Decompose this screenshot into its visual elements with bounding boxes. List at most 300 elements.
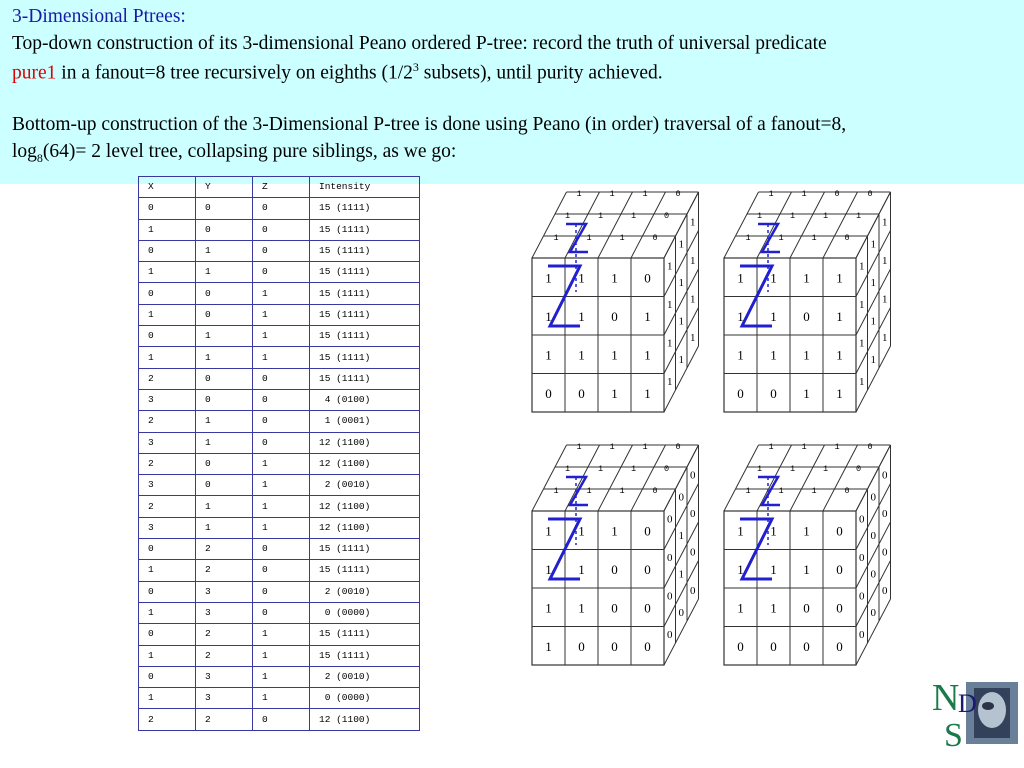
table-row: [139, 624, 420, 645]
cube-top-value: 1: [756, 211, 763, 221]
cube-side-value: 1: [690, 293, 696, 306]
table-row: [139, 539, 420, 560]
cube-side-value: 0: [667, 551, 673, 564]
table-row-cell: 0: [139, 666, 196, 687]
cube-top-value: 0: [675, 442, 681, 452]
table-row-cell: 0: [196, 283, 253, 304]
table-row-cell: 1: [196, 262, 253, 283]
table-row-cell: 1: [196, 517, 253, 538]
table-row: [139, 432, 420, 453]
cube-side-value: 1: [859, 298, 865, 311]
cube-front-value: 1: [803, 270, 810, 286]
table-header-row-cell: Y: [196, 177, 253, 198]
table-row-cell: 2: [196, 560, 253, 581]
pure1-term: pure1: [12, 62, 57, 84]
table-row-cell: 12 (1100): [310, 432, 420, 453]
cube-side-value: 1: [667, 337, 673, 350]
table-row-cell: 1: [139, 347, 196, 368]
cube-front-value: 0: [545, 385, 552, 401]
cube-side-value: 1: [882, 293, 888, 306]
cube-front-value: 1: [545, 270, 552, 286]
peano-cube-3: [532, 443, 722, 673]
cube-front-value: 1: [836, 385, 843, 401]
cube-side-value: 1: [870, 238, 876, 251]
table-row-cell: 1: [139, 560, 196, 581]
cube-front-value: 1: [611, 523, 618, 539]
table-row-cell: 0 (0000): [310, 602, 420, 623]
table-row-cell: 1: [253, 666, 310, 687]
cube-front-value: 1: [770, 600, 777, 616]
cube-side-value: 0: [859, 628, 865, 641]
table-row-cell: 1: [253, 475, 310, 496]
cube-front-value: 1: [644, 347, 651, 363]
cube-top-value: 1: [789, 211, 796, 221]
cube-top-value: 1: [768, 189, 774, 199]
cube-front-value: 1: [770, 270, 777, 286]
cube-front-value: 0: [737, 385, 744, 401]
cube-front-value: 1: [545, 600, 552, 616]
peano-cube-4: [724, 443, 914, 673]
cube-top-value: 1: [778, 233, 784, 243]
table-row-cell: 3: [139, 389, 196, 410]
cube-front-value: 1: [578, 270, 585, 286]
table-row: [139, 517, 420, 538]
cube-top-value: 0: [844, 233, 850, 243]
cube-side-value: 1: [870, 276, 876, 289]
peano-z-path-back: [566, 477, 588, 505]
cube-front-value: 1: [644, 385, 651, 401]
cube-front-value: 1: [545, 347, 552, 363]
cube-front-value: 1: [545, 561, 552, 577]
table-row-cell: 0: [253, 709, 310, 730]
table-row-cell: 0: [139, 283, 196, 304]
cube-top-value: 1: [564, 211, 571, 221]
cube-front-value: 0: [770, 385, 777, 401]
table-row-cell: 0: [196, 389, 253, 410]
table-row: [139, 389, 420, 410]
cube-front-value: 0: [803, 600, 810, 616]
table-row-cell: 0: [253, 581, 310, 602]
cube-top-value: 1: [576, 442, 582, 452]
table-row-cell: 1: [139, 219, 196, 240]
svg-text:N: N: [932, 677, 960, 719]
table-row: [139, 709, 420, 730]
cube-front-value: 0: [644, 270, 651, 286]
table-row-cell: 0: [253, 198, 310, 219]
cube-front-value: 1: [737, 308, 744, 324]
cube-front-value: 0: [803, 308, 810, 324]
cube-side-value: 1: [870, 315, 876, 328]
table-row: [139, 666, 420, 687]
table-row: [139, 581, 420, 602]
peano-cube-1: [532, 190, 722, 420]
cube-front-value: 1: [803, 385, 810, 401]
cube-side-value: 1: [667, 375, 673, 388]
cube-side-value: 0: [690, 469, 696, 482]
table-row-cell: 1: [196, 240, 253, 261]
table-row-cell: 2: [139, 709, 196, 730]
table-row-cell: 0: [253, 432, 310, 453]
table-row-cell: 15 (1111): [310, 539, 420, 560]
table-row-cell: 3: [196, 581, 253, 602]
table-row-cell: 0: [253, 602, 310, 623]
table-row-cell: 1: [139, 688, 196, 709]
cube-front-value: 1: [737, 270, 744, 286]
cube-top-value: 1: [745, 486, 751, 496]
cube-front-value: 0: [836, 638, 843, 654]
cube-side-value: 1: [690, 331, 696, 344]
header-line-4: $\log_8(64)= 2$ level tree, collapsing pure siblings, as we go:: [12, 141, 457, 165]
table-row: [139, 475, 420, 496]
table-row-cell: 2: [139, 453, 196, 474]
table-row-cell: 15 (1111): [310, 347, 420, 368]
cube-top-value: 1: [768, 442, 774, 452]
table-row-cell: 2: [139, 368, 196, 389]
table-row: [139, 219, 420, 240]
cube-top-value: 0: [663, 211, 670, 221]
cube-front-value: 1: [545, 638, 552, 654]
table-row-cell: 0: [196, 368, 253, 389]
cube-side-value: 0: [678, 491, 684, 504]
table-row-cell: 1: [253, 517, 310, 538]
cube-front-value: 0: [803, 638, 810, 654]
table-row-cell: 0: [196, 453, 253, 474]
cube-side-value: 1: [678, 529, 684, 542]
cube-front-value: 1: [578, 561, 585, 577]
peano-z-path-back: [758, 224, 780, 252]
cube-front-value: 1: [578, 347, 585, 363]
cube-side-value: 1: [678, 276, 684, 289]
cube-side-value: 1: [859, 260, 865, 273]
peano-cube-2: [724, 190, 914, 420]
table-row: [139, 240, 420, 261]
table-row-cell: 1: [253, 326, 310, 347]
cube-side-value: 1: [882, 331, 888, 344]
table-row-cell: 1 (0001): [310, 411, 420, 432]
cube-front-value: 1: [545, 308, 552, 324]
table-row-cell: 15 (1111): [310, 283, 420, 304]
table-row-cell: 15 (1111): [310, 368, 420, 389]
cube-top-value: 1: [811, 486, 817, 496]
table-header-row-cell: Intensity: [310, 177, 420, 198]
table-header-row: [139, 177, 420, 198]
table-row: [139, 688, 420, 709]
cube-side-value: 0: [882, 507, 888, 520]
cube-front-value: 0: [578, 385, 585, 401]
cube-top-value: 1: [553, 486, 559, 496]
cube-top-value: 0: [675, 189, 681, 199]
cube-top-value: 1: [822, 464, 829, 474]
cube-front-value: 1: [578, 600, 585, 616]
cube-front-value: 1: [578, 523, 585, 539]
cube-front-value: 1: [770, 308, 777, 324]
cube-top-value: 1: [619, 486, 625, 496]
cube-front-value: 1: [611, 270, 618, 286]
table-row-cell: 1: [253, 496, 310, 517]
table-row-cell: 3: [196, 602, 253, 623]
cube-front-value: 0: [644, 561, 651, 577]
table-row-cell: 0: [253, 560, 310, 581]
cube-side-value: 1: [859, 375, 865, 388]
table-row-cell: 1: [139, 262, 196, 283]
table-row-cell: 1: [253, 688, 310, 709]
cube-side-value: 1: [882, 216, 888, 229]
cube-top-value: 0: [844, 486, 850, 496]
cube-side-value: 0: [859, 551, 865, 564]
table-row: [139, 283, 420, 304]
cube-front-value: 0: [770, 638, 777, 654]
table-row-cell: 1: [253, 624, 310, 645]
cube-side-value: 0: [859, 590, 865, 603]
table-row: [139, 368, 420, 389]
peano-z-path-back: [566, 224, 588, 252]
table-row-cell: 0: [253, 368, 310, 389]
cube-front-value: 1: [737, 561, 744, 577]
table-row-cell: 0: [253, 240, 310, 261]
cube-front-value: 0: [836, 523, 843, 539]
intensity-table: [138, 176, 420, 731]
cube-front-value: 0: [644, 600, 651, 616]
table-row-cell: 2: [196, 539, 253, 560]
cube-front-value: 1: [770, 347, 777, 363]
cube-top-value: 1: [564, 464, 571, 474]
table-row-cell: 0: [139, 539, 196, 560]
cube-front-value: 1: [611, 385, 618, 401]
table-row: [139, 560, 420, 581]
cube-front-value: 0: [611, 561, 618, 577]
table-row: [139, 262, 420, 283]
table-row-cell: 2: [196, 645, 253, 666]
table-row-cell: 0: [196, 219, 253, 240]
cube-front-value: 0: [836, 600, 843, 616]
cube-side-value: 1: [678, 353, 684, 366]
cube-top-value: 1: [789, 464, 796, 474]
table-row-cell: 1: [139, 645, 196, 666]
cube-top-value: 1: [609, 442, 615, 452]
table-row-cell: 1: [253, 283, 310, 304]
cube-top-value: 1: [597, 211, 604, 221]
table-row-cell: 0: [139, 326, 196, 347]
cube-top-value: 1: [801, 442, 807, 452]
table-row: [139, 411, 420, 432]
cube-top-value: 1: [553, 233, 559, 243]
cube-top-value: 1: [586, 233, 592, 243]
table-row-cell: 0: [253, 411, 310, 432]
table-row-cell: 0: [196, 198, 253, 219]
cube-front-value: 1: [770, 523, 777, 539]
cube-top-value: 1: [811, 233, 817, 243]
table-row-cell: 15 (1111): [310, 219, 420, 240]
header-line-2: pure1 in a fanout=8 tree recursively on eighths ($1/2^3$ subsets), until purity achieved.: [12, 60, 663, 84]
table-row-cell: 12 (1100): [310, 517, 420, 538]
table-row-cell: 3: [196, 666, 253, 687]
cube-side-value: 1: [667, 298, 673, 311]
table-row-cell: 15 (1111): [310, 304, 420, 325]
cube-side-value: 1: [870, 353, 876, 366]
cube-front-value: 0: [611, 638, 618, 654]
cube-front-value: 1: [611, 347, 618, 363]
table-row-cell: 2 (0010): [310, 475, 420, 496]
cube-top-value: 1: [576, 189, 582, 199]
cube-top-value: 0: [855, 464, 862, 474]
cube-front-value: 0: [644, 523, 651, 539]
table-row-cell: 0: [253, 262, 310, 283]
table-row-cell: 12 (1100): [310, 496, 420, 517]
table-row-cell: 3: [139, 517, 196, 538]
cube-side-value: 0: [870, 529, 876, 542]
cube-top-value: 0: [834, 189, 840, 199]
cube-side-value: 0: [870, 568, 876, 581]
table-row-cell: 2 (0010): [310, 666, 420, 687]
cube-side-value: 0: [882, 469, 888, 482]
cube-side-value: 1: [859, 337, 865, 350]
table-row-cell: 2: [196, 624, 253, 645]
cube-front-value: 1: [578, 308, 585, 324]
cube-top-value: 0: [652, 486, 658, 496]
cube-side-value: 1: [678, 568, 684, 581]
table-row-cell: 15 (1111): [310, 560, 420, 581]
cube-side-value: 0: [859, 513, 865, 526]
cube-side-value: 0: [667, 590, 673, 603]
header-line-3: Bottom-up construction of the 3-Dimensional P-tree is done using Peano (in order) traversal of a fanout=8,: [12, 114, 847, 135]
table-row: [139, 602, 420, 623]
cube-front-value: 1: [803, 347, 810, 363]
cube-top-value: 1: [586, 486, 592, 496]
table-row: [139, 645, 420, 666]
table-row-cell: 1: [196, 347, 253, 368]
cube-side-value: 1: [882, 254, 888, 267]
table-row-cell: 15 (1111): [310, 624, 420, 645]
table-row: [139, 304, 420, 325]
cube-top-value: 1: [642, 189, 648, 199]
cube-side-value: 1: [678, 238, 684, 251]
table-row-cell: 2: [139, 411, 196, 432]
table-row: [139, 347, 420, 368]
table-row: [139, 198, 420, 219]
cube-front-value: 0: [611, 600, 618, 616]
table-header-row-cell: Z: [253, 177, 310, 198]
svg-text:S: S: [944, 717, 963, 752]
cube-front-value: 1: [545, 523, 552, 539]
cube-top-value: 1: [801, 189, 807, 199]
table-row-cell: 1: [139, 602, 196, 623]
cube-front-value: 1: [737, 523, 744, 539]
table-row-cell: 15 (1111): [310, 326, 420, 347]
table-row-cell: 1: [196, 326, 253, 347]
table-row-cell: 0 (0000): [310, 688, 420, 709]
cube-side-value: 0: [667, 628, 673, 641]
cube-top-value: 1: [597, 464, 604, 474]
table-row-cell: 2: [139, 496, 196, 517]
table-row-cell: 1: [139, 304, 196, 325]
cube-side-value: 1: [690, 216, 696, 229]
cube-side-value: 0: [690, 546, 696, 559]
cube-front-value: 0: [644, 638, 651, 654]
cube-top-value: 1: [642, 442, 648, 452]
cube-front-value: 1: [836, 308, 843, 324]
cube-top-value: 1: [822, 211, 829, 221]
table-row: [139, 496, 420, 517]
cube-front-value: 0: [578, 638, 585, 654]
cube-side-value: 0: [882, 584, 888, 597]
table-row-cell: 15 (1111): [310, 645, 420, 666]
header-line-1: Top-down construction of its 3-dimensional Peano ordered P-tree: record the truth of universal predicate: [12, 33, 827, 54]
cube-top-value: 1: [834, 442, 840, 452]
table-row-cell: 3: [196, 688, 253, 709]
slide-title: 3-Dimensional Ptrees:: [12, 6, 186, 27]
cube-top-value: 0: [867, 442, 873, 452]
cube-front-value: 0: [611, 308, 618, 324]
cube-top-value: 1: [756, 464, 763, 474]
table-row-cell: 15 (1111): [310, 240, 420, 261]
cube-front-value: 1: [644, 308, 651, 324]
cube-front-value: 1: [836, 347, 843, 363]
header-panel: [0, 0, 1024, 184]
table-row-cell: 1: [253, 347, 310, 368]
table-row-cell: 15 (1111): [310, 262, 420, 283]
cube-side-value: 0: [667, 513, 673, 526]
cube-top-value: 0: [652, 233, 658, 243]
table-row-cell: 1: [253, 304, 310, 325]
cube-top-value: 1: [630, 211, 637, 221]
table-row-cell: 0: [196, 475, 253, 496]
table-row-cell: 2 (0010): [310, 581, 420, 602]
svg-text:D: D: [958, 689, 977, 718]
table-header-row-cell: X: [139, 177, 196, 198]
cube-front-value: 1: [836, 270, 843, 286]
nds-logo: [930, 676, 1018, 752]
cube-side-value: 1: [667, 260, 673, 273]
cube-side-value: 0: [870, 606, 876, 619]
table-row-cell: 0: [139, 198, 196, 219]
cube-side-value: 0: [882, 546, 888, 559]
cube-side-value: 0: [690, 507, 696, 520]
table-row-cell: 15 (1111): [310, 198, 420, 219]
cube-front-value: 1: [737, 347, 744, 363]
table-row-cell: 0: [139, 581, 196, 602]
table-row: [139, 453, 420, 474]
table-row-cell: 1: [253, 645, 310, 666]
table-row-cell: 0: [139, 240, 196, 261]
cube-front-value: 1: [770, 561, 777, 577]
cube-side-value: 0: [690, 584, 696, 597]
cube-side-value: 1: [690, 254, 696, 267]
table-row-cell: 0: [253, 219, 310, 240]
cube-side-value: 1: [678, 315, 684, 328]
table-row-cell: 4 (0100): [310, 389, 420, 410]
cube-top-value: 1: [619, 233, 625, 243]
table-row-cell: 3: [139, 475, 196, 496]
cube-front-value: 0: [836, 561, 843, 577]
table-row-cell: 0: [253, 389, 310, 410]
cube-front-value: 0: [737, 638, 744, 654]
table-row-cell: 1: [253, 453, 310, 474]
cube-top-value: 1: [855, 211, 862, 221]
peano-z-path-back: [758, 477, 780, 505]
cube-top-value: 1: [630, 464, 637, 474]
table-row-cell: 12 (1100): [310, 453, 420, 474]
table-row-cell: 2: [196, 709, 253, 730]
table-row-cell: 3: [139, 432, 196, 453]
cube-side-value: 0: [870, 491, 876, 504]
cube-top-value: 1: [778, 486, 784, 496]
table-row-cell: 0: [196, 304, 253, 325]
cube-top-value: 0: [867, 189, 873, 199]
table-row-cell: 1: [196, 411, 253, 432]
cube-top-value: 1: [609, 189, 615, 199]
cube-top-value: 1: [745, 233, 751, 243]
cube-front-value: 1: [803, 561, 810, 577]
